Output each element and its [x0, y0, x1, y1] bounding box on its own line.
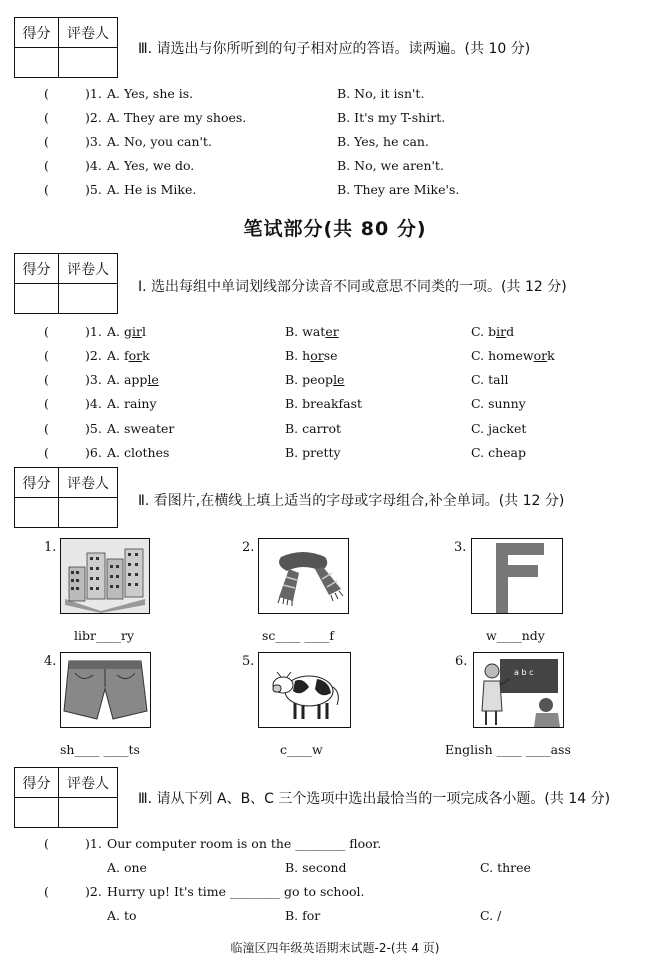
option-c: C. bird	[471, 324, 515, 339]
option-a: A. sweater	[107, 421, 175, 436]
score-box	[14, 467, 118, 528]
fill-blank-word[interactable]: sh____ ____ts	[60, 742, 140, 757]
option-b: B. for	[285, 908, 321, 923]
score-cell[interactable]	[15, 48, 59, 78]
option-a: A. clothes	[107, 445, 170, 460]
option-b: B. It's my T-shirt.	[337, 110, 446, 125]
option-a: A. He is Mike.	[107, 182, 197, 197]
picture-number: 1.	[44, 540, 57, 555]
cow-picture	[258, 652, 351, 728]
question-number: )1.	[85, 836, 102, 851]
option-b: B. people	[285, 372, 345, 387]
fill-blank-word[interactable]: sc____ ____f	[262, 628, 335, 643]
option-a: A. girl	[107, 324, 146, 339]
question-number: )1.	[85, 324, 102, 339]
question-row	[0, 324, 670, 344]
fill-blank-word[interactable]: libr____ry	[74, 628, 135, 643]
grader-label: 评卷人	[59, 768, 118, 798]
question-row	[0, 134, 670, 154]
option-b: B. horse	[285, 348, 338, 363]
option-b: B. No, we aren't.	[337, 158, 444, 173]
question-number: )3.	[85, 134, 102, 149]
picture-number: 4.	[44, 654, 57, 669]
question-row	[0, 110, 670, 130]
option-a: A. Yes, we do.	[107, 158, 195, 173]
picture-number: 5.	[242, 654, 255, 669]
grader-cell[interactable]	[59, 284, 118, 314]
fill-blank-word[interactable]: English ____ ____ass	[445, 742, 571, 757]
question-number: )1.	[85, 86, 102, 101]
score-cell[interactable]	[15, 498, 59, 528]
grader-label: 评卷人	[59, 254, 118, 284]
written-1-title: Ⅰ. 选出每组中单词划线部分读音不同或意思不同类的一项。(共 12 分)	[138, 279, 567, 295]
question-row	[0, 182, 670, 202]
question-row	[0, 884, 670, 904]
question-number: )5.	[85, 182, 102, 197]
score-box	[14, 253, 118, 314]
answer-paren[interactable]: (	[44, 396, 49, 411]
question-row	[0, 86, 670, 106]
option-a: A. No, you can't.	[107, 134, 212, 149]
option-a: A. one	[107, 860, 147, 875]
picture-number: 2.	[242, 540, 255, 555]
answer-paren[interactable]: (	[44, 182, 49, 197]
score-label: 得分	[15, 18, 59, 48]
shorts-picture	[60, 652, 151, 728]
answer-paren[interactable]: (	[44, 134, 49, 149]
grader-label: 评卷人	[59, 18, 118, 48]
grader-cell[interactable]	[59, 498, 118, 528]
question-row	[0, 348, 670, 368]
listening-3-title: Ⅲ. 请选出与你所听到的句子相对应的答语。读两遍。(共 10 分)	[138, 41, 531, 57]
option-b: B. water	[285, 324, 339, 339]
option-b: B. They are Mike's.	[337, 182, 460, 197]
scarf-picture	[258, 538, 349, 614]
question-text: Hurry up! It's time ________ go to school.	[107, 884, 365, 899]
options-row	[0, 860, 670, 880]
library-picture	[60, 538, 150, 614]
score-cell[interactable]	[15, 284, 59, 314]
board-text: a b c	[514, 668, 534, 677]
answer-paren[interactable]: (	[44, 348, 49, 363]
answer-paren[interactable]: (	[44, 836, 49, 851]
page-footer: 临潼区四年级英语期末试题-2-(共 4 页)	[230, 941, 440, 955]
picture-number: 6.	[455, 654, 468, 669]
answer-paren[interactable]: (	[44, 372, 49, 387]
written-2-title: Ⅱ. 看图片,在横线上填上适当的字母或字母组合,补全单词。(共 12 分)	[138, 493, 565, 509]
answer-paren[interactable]: (	[44, 158, 49, 173]
question-row	[0, 445, 670, 465]
score-label: 得分	[15, 768, 59, 798]
option-c: C. tall	[471, 372, 509, 387]
option-a: A. to	[107, 908, 137, 923]
question-text: Our computer room is on the ________ floor.	[107, 836, 382, 851]
question-number: )3.	[85, 372, 102, 387]
option-c: C. homework	[471, 348, 555, 363]
question-number: )2.	[85, 884, 102, 899]
grader-cell[interactable]	[59, 48, 118, 78]
answer-paren[interactable]: (	[44, 110, 49, 125]
question-number: )6.	[85, 445, 102, 460]
option-b: B. carrot	[285, 421, 342, 436]
windy-picture	[471, 538, 563, 614]
option-a: A. rainy	[107, 396, 157, 411]
english-class-picture	[473, 652, 564, 728]
options-row	[0, 908, 670, 928]
answer-paren[interactable]: (	[44, 86, 49, 101]
answer-paren[interactable]: (	[44, 324, 49, 339]
question-number: )5.	[85, 421, 102, 436]
written-part-title: 笔试部分(共 80 分)	[243, 218, 427, 240]
question-number: )4.	[85, 396, 102, 411]
option-c: C. sunny	[471, 396, 526, 411]
option-c: C. /	[480, 908, 502, 923]
question-row	[0, 836, 670, 856]
question-number: )4.	[85, 158, 102, 173]
question-number: )2.	[85, 348, 102, 363]
fill-blank-word[interactable]: c____w	[280, 742, 323, 757]
option-b: B. second	[285, 860, 347, 875]
option-a: A. fork	[107, 348, 150, 363]
picture-number: 3.	[454, 540, 467, 555]
option-b: B. Yes, he can.	[337, 134, 429, 149]
option-c: C. cheap	[471, 445, 526, 460]
question-row	[0, 396, 670, 416]
option-a: A. apple	[107, 372, 159, 387]
score-cell[interactable]	[15, 798, 59, 828]
grader-label: 评卷人	[59, 468, 118, 498]
question-row	[0, 372, 670, 392]
score-box	[14, 767, 118, 828]
fill-blank-word[interactable]: w____ndy	[486, 628, 545, 643]
option-a: A. Yes, she is.	[107, 86, 194, 101]
score-label: 得分	[15, 254, 59, 284]
grader-cell[interactable]	[59, 798, 118, 828]
option-b: B. No, it isn't.	[337, 86, 425, 101]
answer-paren[interactable]: (	[44, 421, 49, 436]
answer-paren[interactable]: (	[44, 445, 49, 460]
written-3-title: Ⅲ. 请从下列 A、B、C 三个选项中选出最恰当的一项完成各小题。(共 14 分)	[138, 791, 611, 807]
question-row	[0, 158, 670, 178]
option-b: B. pretty	[285, 445, 341, 460]
question-number: )2.	[85, 110, 102, 125]
option-c: C. three	[480, 860, 531, 875]
question-row	[0, 421, 670, 441]
option-a: A. They are my shoes.	[107, 110, 247, 125]
option-c: C. jacket	[471, 421, 527, 436]
answer-paren[interactable]: (	[44, 884, 49, 899]
score-label: 得分	[15, 468, 59, 498]
score-box	[14, 17, 118, 78]
option-b: B. breakfast	[285, 396, 363, 411]
